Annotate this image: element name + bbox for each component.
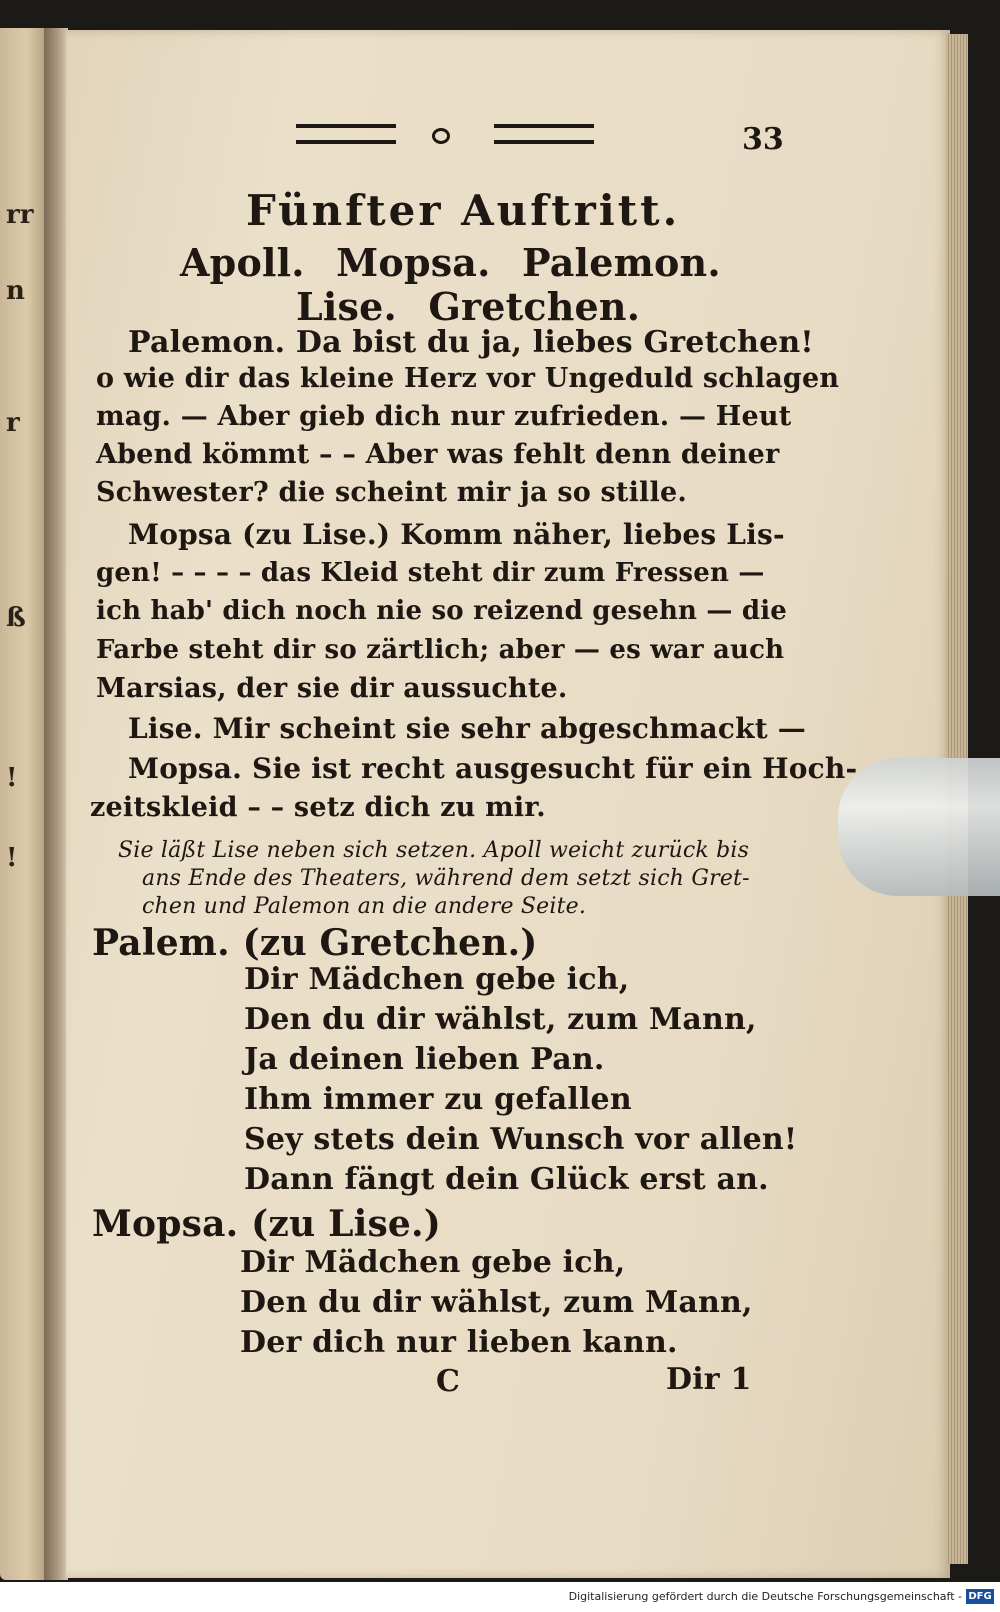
- song-line: Den du dir wählst, zum Mann,: [244, 1002, 757, 1037]
- scene-title: Fünfter Auftritt.: [246, 186, 681, 235]
- text-line: Marsias, der sie dir aussuchte.: [96, 673, 568, 704]
- song-line: Dann fängt dein Glück erst an.: [244, 1162, 769, 1197]
- signature-mark: C: [436, 1364, 461, 1399]
- song-line: Den du dir wählst, zum Mann,: [240, 1285, 753, 1320]
- dfg-logo-icon: DFG: [966, 1589, 994, 1604]
- text-line: o wie dir das kleine Herz vor Ungeduld schlagen: [96, 363, 840, 394]
- digitization-credit: Digitalisierung gefördert durch die Deutsche Forschungsgemeinschaft -: [568, 1590, 962, 1603]
- page-number: 33: [742, 122, 784, 157]
- song-line: Ihm immer zu gefallen: [244, 1082, 632, 1117]
- song-line: Sey stets dein Wunsch vor allen!: [244, 1122, 798, 1157]
- text-line: Lise. Mir scheint sie sehr abgeschmackt —: [128, 712, 806, 745]
- text-line: Farbe steht dir so zärtlich; aber — es war auch: [96, 635, 785, 665]
- cast-list-line-1: Apoll. Mopsa. Palemon.: [180, 240, 721, 285]
- song-line: Dir Mädchen gebe ich,: [240, 1245, 626, 1280]
- digitization-footer: [0, 1582, 1000, 1612]
- text-line: Mopsa. Sie ist recht ausgesucht für ein Hoch-: [128, 752, 858, 785]
- text-line: Mopsa (zu Lise.) Komm näher, liebes Lis-: [128, 518, 785, 551]
- song-line: Ja deinen lieben Pan.: [244, 1042, 605, 1077]
- text-line: ich hab' dich noch nie so reizend gesehn — die: [96, 596, 788, 626]
- text-line: zeitskleid – – setz dich zu mir.: [90, 792, 546, 823]
- left-page-edge: [0, 28, 44, 1580]
- left-page-fragment: n: [6, 276, 25, 306]
- text-line: gen! – – – – das Kleid steht dir zum Fressen —: [96, 558, 765, 588]
- stage-direction: Sie läßt Lise neben sich setzen. Apoll weicht zurück bis: [118, 838, 750, 863]
- speaker-line: Mopsa. (zu Lise.): [92, 1203, 442, 1245]
- stage-direction: ans Ende des Theaters, während dem setzt sich Gret-: [142, 866, 750, 891]
- left-page-fragment: !: [6, 843, 18, 873]
- text-line: Schwester? die scheint mir ja so stille.: [96, 477, 687, 508]
- catchword: Dir 1: [666, 1362, 752, 1397]
- left-page-fragment: rr: [6, 200, 34, 230]
- header-rule-right: [494, 124, 594, 144]
- header-ornament: [432, 128, 450, 144]
- song-line: Der dich nur lieben kann.: [240, 1325, 678, 1360]
- text-line: mag. — Aber gieb dich nur zufrieden. — Heut: [96, 401, 792, 432]
- page-clip: [838, 758, 1000, 896]
- speaker-line: Palem. (zu Gretchen.): [92, 922, 538, 964]
- cast-list-line-2: Lise. Gretchen.: [296, 284, 641, 329]
- stage-direction: chen und Palemon an die andere Seite.: [142, 894, 587, 919]
- header-rule-left: [296, 124, 396, 144]
- left-page-fragment: ß: [6, 603, 26, 633]
- left-page-fragment: !: [6, 763, 18, 793]
- song-line: Dir Mädchen gebe ich,: [244, 962, 630, 997]
- text-line: Palemon. Da bist du ja, liebes Gretchen!: [128, 325, 814, 360]
- text-line: Abend kömmt – – Aber was fehlt denn deiner: [96, 439, 780, 470]
- left-page-fragment: r: [6, 408, 20, 438]
- book-gutter: [44, 28, 68, 1580]
